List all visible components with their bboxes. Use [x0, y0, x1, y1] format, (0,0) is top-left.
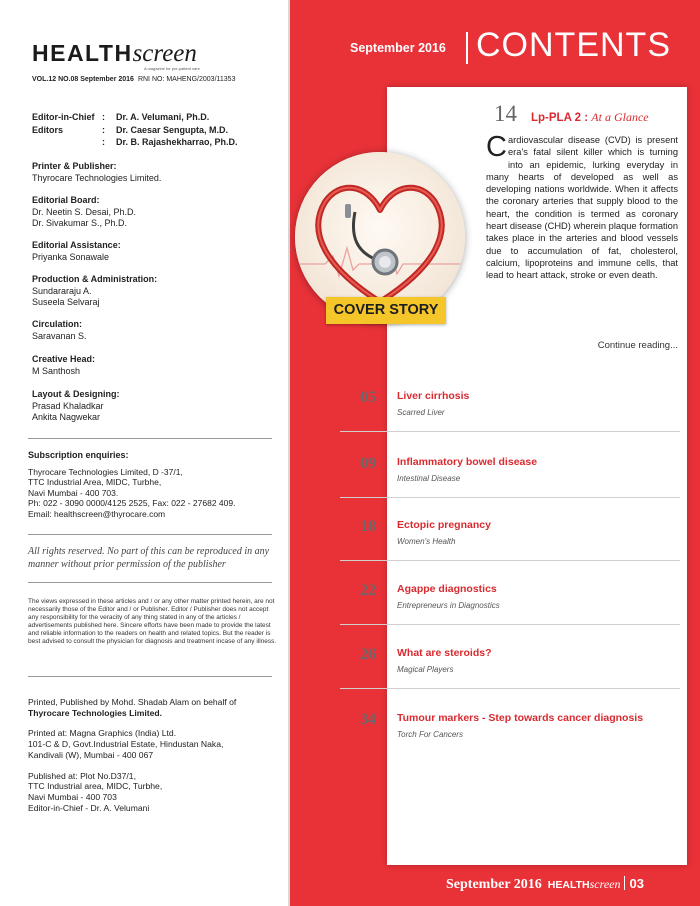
toc-page-number: 18 [360, 518, 376, 535]
published-at-line: TTC Industrial area, MIDC, Turbhe, [28, 781, 163, 792]
block-line: Suseela Selvaraj [32, 297, 100, 307]
block-line: Dr. Neetin S. Desai, Ph.D. [32, 206, 137, 217]
staff-row [32, 112, 238, 125]
toc-page-number: 09 [360, 455, 376, 472]
toc-page-number: 22 [360, 582, 376, 599]
toc-title: Ectopic pregnancy [397, 519, 491, 531]
editorial-board-block [32, 195, 136, 230]
toc-entry[interactable] [0, 582, 700, 637]
toc-divider [340, 688, 680, 689]
production-administration-block [32, 274, 157, 309]
toc-divider [340, 431, 680, 432]
staff-row [32, 125, 238, 138]
block-heading: Editorial Assistance: [32, 240, 121, 250]
block-line: Saravanan S. [32, 330, 87, 341]
printed-at-line: 101-C & D, Govt.Industrial Estate, Hindustan Naka, [28, 739, 224, 750]
editorial-assistance-block [32, 240, 121, 263]
block-line: Prasad Khaladkar [32, 400, 104, 411]
header-divider [466, 32, 468, 64]
page-footer [446, 875, 644, 893]
cover-story-title-text: Lp-PLA 2 : [531, 112, 589, 124]
disclaimer-text: The views expressed in these articles and / or any other matter printed herein, are not necessarily those of the Editor and / or Publisher. Editor / Publisher does not accept any responsibility for the veracity of any thing stated in any of the articles / advertisements published here. Sincere efforts have been made to provide the latest and reliable information to the readers on health and related topics. But the reader is best advised to consult the physician for diagnosis and treatment incase of any illness. [28, 598, 277, 646]
toc-divider [340, 624, 680, 625]
footer-page-number: 03 [629, 876, 644, 891]
block-line: Priyanka Sonawale [32, 251, 110, 262]
logo-health-text: HEALTH [32, 40, 133, 66]
editorial-staff [32, 112, 238, 150]
toc-subtitle: Magical Players [397, 665, 454, 674]
cover-story-subtitle: At a Glance [591, 110, 649, 124]
block-heading: Layout & Designing: [32, 389, 120, 399]
rights-notice: All rights reserved. No part of this can be reproduced in any manner without prior permission of the publisher [28, 546, 270, 570]
toc-subtitle: Scarred Liver [397, 408, 445, 417]
block-line: M Santhosh [32, 365, 81, 376]
staff-name: Dr. A. Velumani, Ph.D. [116, 112, 210, 122]
subscription-line: TTC Industrial Area, MIDC, Turbhe, [28, 477, 162, 487]
block-heading: Creative Head: [32, 354, 96, 364]
toc-entry[interactable] [0, 646, 700, 701]
toc-divider [340, 497, 680, 498]
toc-entry[interactable] [0, 518, 700, 573]
block-heading: Printer & Publisher: [32, 161, 117, 171]
rni-number: RNI NO: MAHENG/2003/11353 [137, 76, 236, 83]
issue-info [32, 76, 235, 83]
creative-head-block [32, 354, 95, 377]
printed-line: Printed, Published by Mohd. Shadab Alam on behalf of [28, 697, 237, 707]
printed-company: Thyrocare Technologies Limited. [28, 707, 163, 718]
excerpt-text: ardiovascular disease (CVD) is present era’s fatal silent killer which is turning into an epidemic, lurking everyday in many hearts of developed as well as developing nations worldwide. When it affects the coronary arteries that supply blood to the heart, the condition is termed as coronary heart disease (CHD) wherein plaque formation takes place in the arteries and blood vessels due to accumulation of fat, cholesterol, calcium, lipoproteins and immune cells, that lead to heart attack, stroke or even death. [486, 135, 678, 281]
toc-subtitle: Entrepreneurs in Diagnostics [397, 601, 500, 610]
toc-entry[interactable] [0, 389, 700, 444]
toc-title: Tumour markers - Step towards cancer diagnosis [397, 712, 644, 724]
toc-entry[interactable] [0, 455, 700, 510]
printed-at-line: Kandivali (W), Mumbai - 400 067 [28, 749, 154, 760]
toc-title: Agappe diagnostics [397, 583, 497, 595]
footer-logo-health: HEALTH [547, 879, 590, 891]
logo-screen-text: screen [132, 40, 197, 67]
toc-page-number: 34 [360, 711, 376, 728]
continue-reading-link[interactable]: Continue reading... [597, 340, 678, 351]
subscription-line: Ph: 022 - 3090 0000/4125 2525, Fax: 022 - 27682 409. [28, 498, 236, 508]
block-line: Sundararaju A. [32, 285, 92, 296]
subscription-line: Navi Mumbai - 400 703. [28, 487, 119, 498]
circulation-block [32, 319, 87, 342]
colon: : [102, 112, 105, 122]
subscription-email: Email: healthscreen@thyrocare.com [28, 508, 166, 519]
colon: : [102, 137, 105, 147]
subscription-line: Thyrocare Technologies Limited, D -37/1, [28, 466, 183, 477]
block-heading: Editorial Board: [32, 195, 100, 205]
footer-date: September 2016 [446, 877, 542, 892]
staff-row [32, 137, 238, 150]
printed-at-line: Printed at: Magna Graphics (India) Ltd. [28, 728, 177, 739]
staff-role: Editor-in-Chief [32, 112, 95, 122]
header-date: September 2016 [350, 41, 446, 55]
toc-divider [340, 560, 680, 561]
block-line: Thyrocare Technologies Limited. [32, 172, 162, 183]
toc-title: Liver cirrhosis [397, 390, 470, 402]
published-at-line: Published at: Plot No.D37/1, [28, 770, 136, 781]
block-line: Dr. Sivakumar S., Ph.D. [32, 218, 128, 228]
toc-title: What are steroids? [397, 647, 492, 659]
staff-name: Dr. B. Rajashekharrao, Ph.D. [116, 137, 238, 147]
colon: : [102, 124, 105, 135]
subscription-heading: Subscription enquiries: [28, 450, 129, 460]
block-heading: Circulation: [32, 319, 83, 329]
toc-entry[interactable] [0, 711, 700, 766]
staff-role [32, 137, 102, 150]
footer-logo-screen: screen [589, 877, 621, 891]
staff-name: Dr. Caesar Sengupta, M.D. [116, 124, 229, 135]
drop-cap: C [486, 131, 507, 163]
published-at-line: Editor-in-Chief - Dr. A. Velumani [28, 802, 150, 813]
footer-divider [624, 876, 625, 890]
toc-page-number: 26 [360, 646, 376, 663]
toc-page-number: 05 [360, 389, 376, 406]
healthscreen-logo [32, 40, 197, 68]
cover-story-title[interactable] [531, 110, 649, 125]
masthead-column [0, 0, 290, 906]
cover-story-page-number: 14 [494, 101, 517, 126]
toc-subtitle: Torch For Cancers [397, 730, 463, 739]
block-line: Ankita Nagwekar [32, 412, 101, 422]
volume-number: VOL.12 NO.08 September 2016 [32, 76, 134, 83]
toc-title: Inflammatory bowel disease [397, 456, 538, 468]
block-heading: Production & Administration: [32, 274, 158, 284]
toc-subtitle: Women's Health [397, 537, 456, 546]
contents-title: CONTENTS [476, 26, 671, 64]
toc-subtitle: Intestinal Disease [397, 474, 461, 483]
cover-story-excerpt [486, 131, 678, 282]
published-at-line: Navi Mumbai - 400 703 [28, 791, 117, 802]
staff-role: Editors [32, 124, 64, 135]
printer-publisher-block [32, 161, 161, 184]
logo-tagline: A magazine for pre-patient care [144, 66, 200, 71]
cover-story-badge[interactable]: COVER STORY [326, 297, 446, 324]
